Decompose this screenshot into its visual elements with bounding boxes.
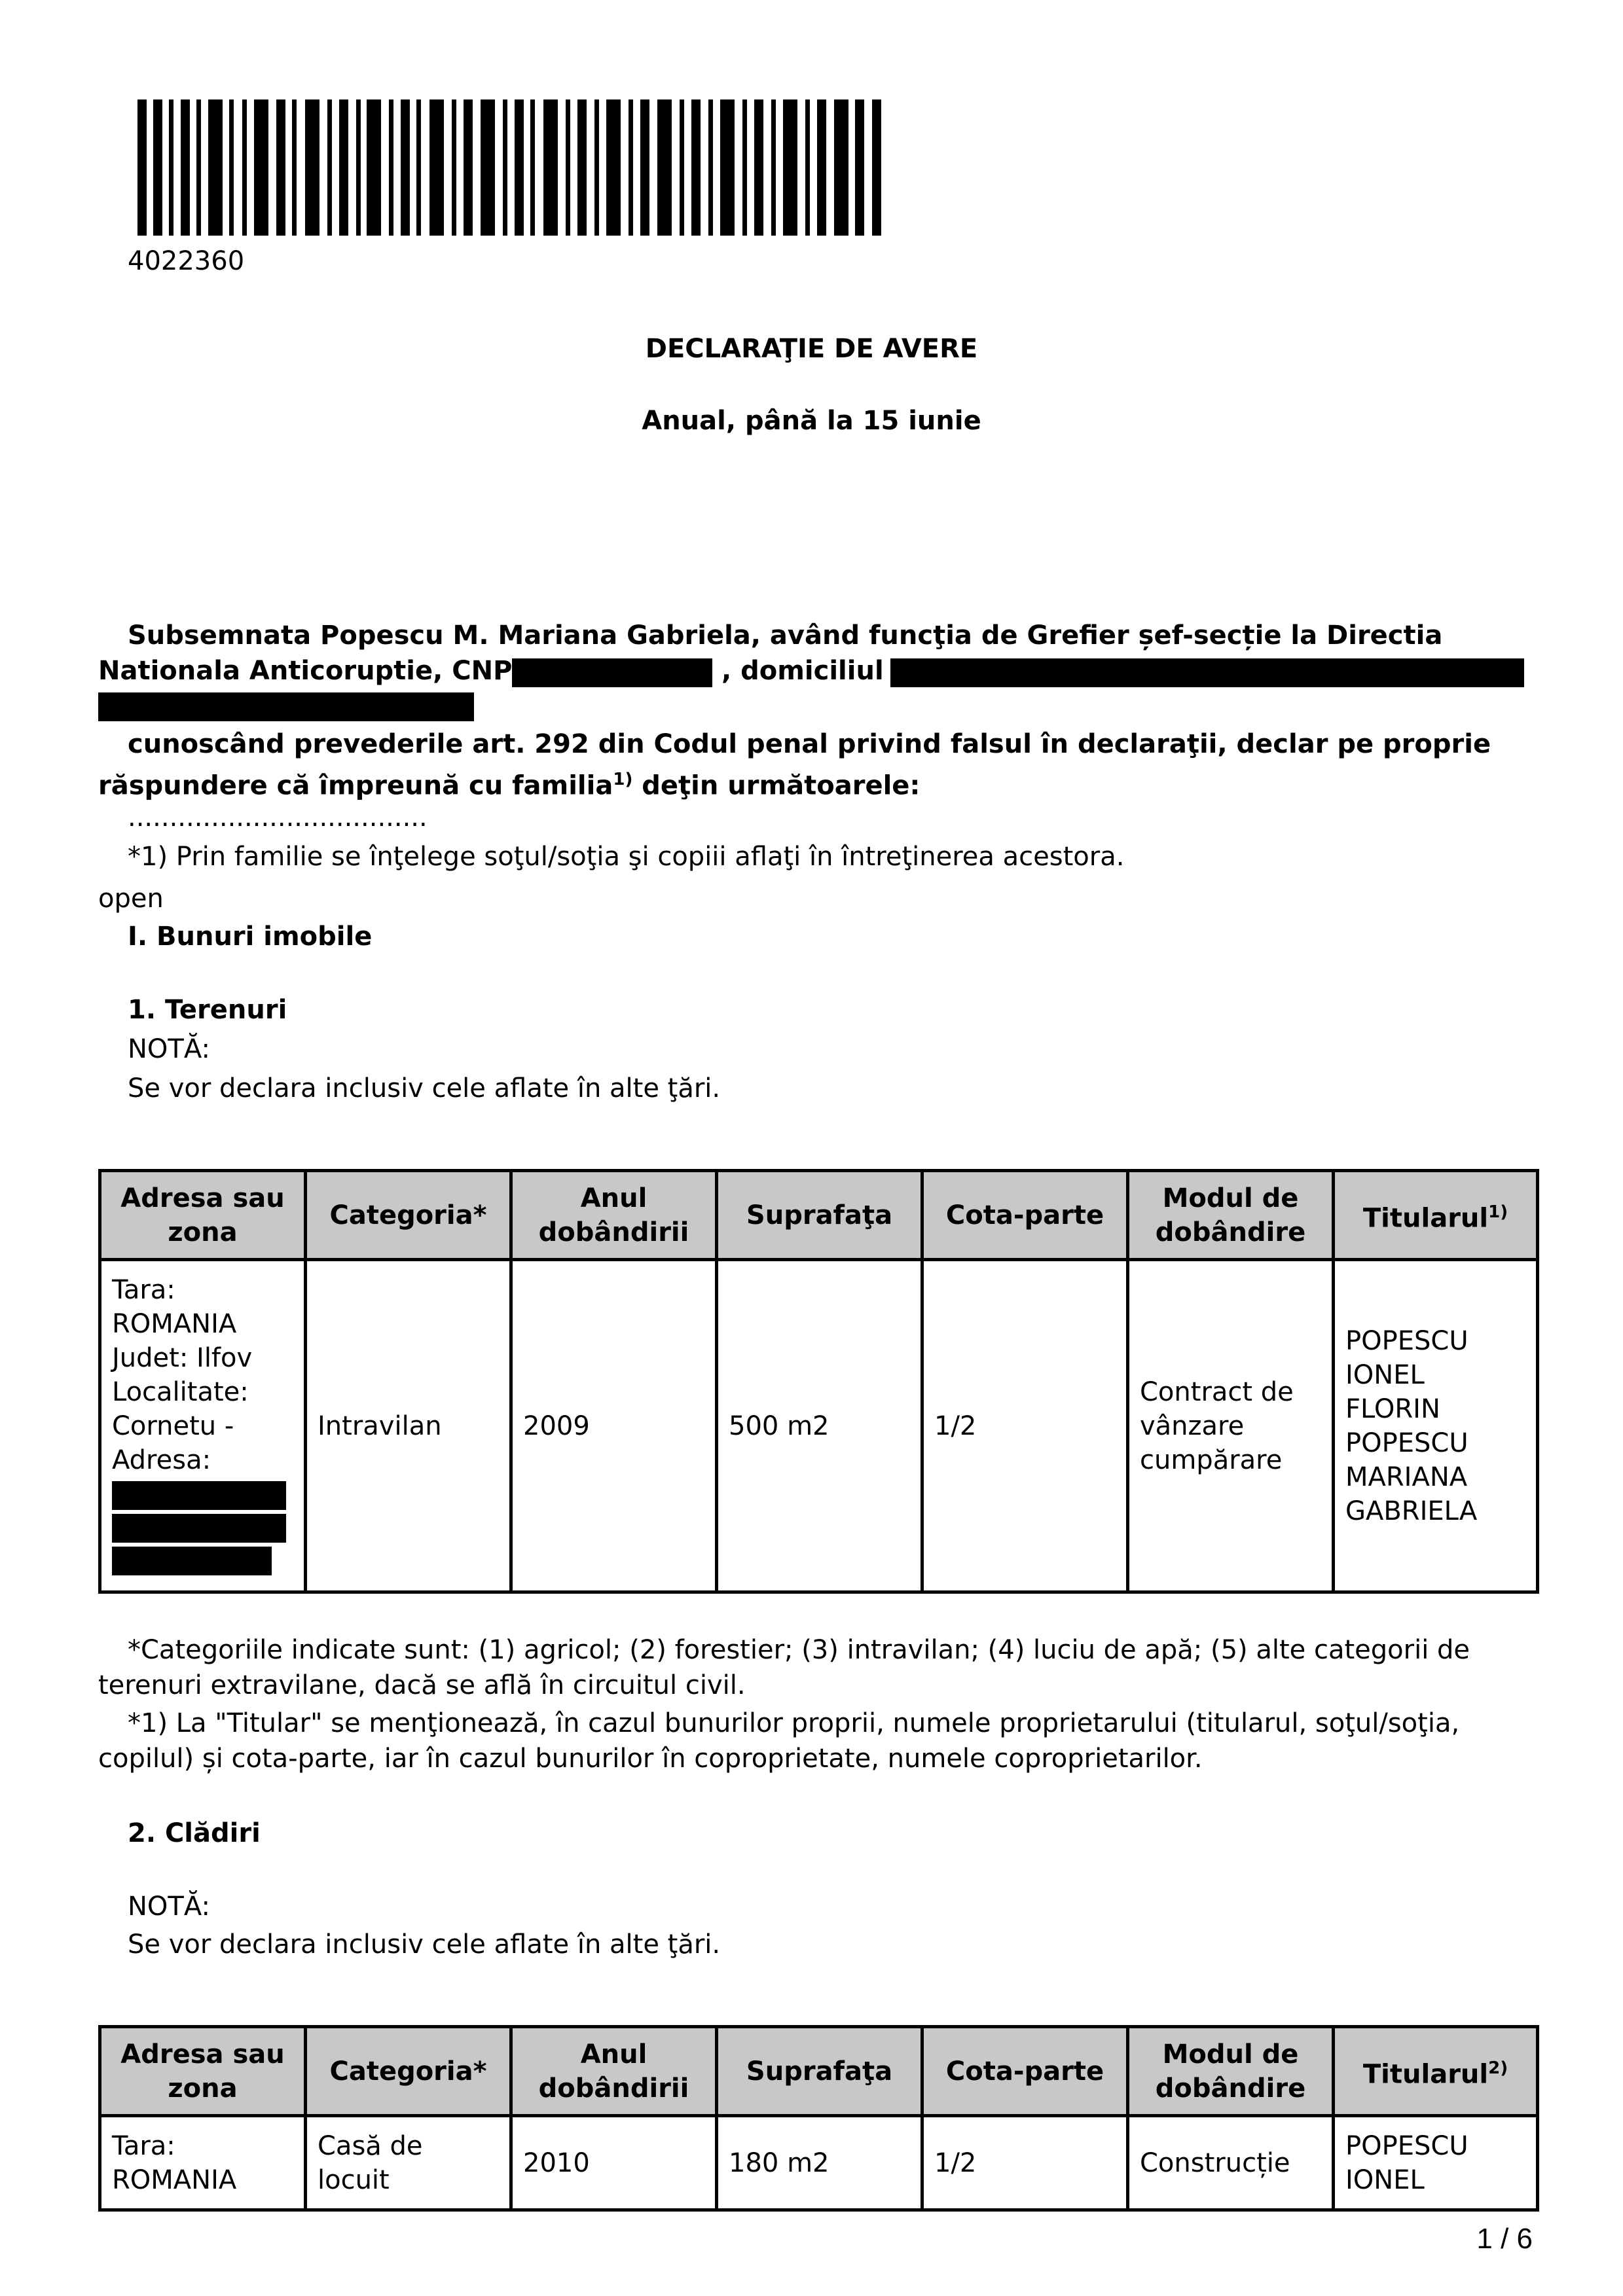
redacted-address	[890, 658, 1524, 687]
header-area: Suprafaţa	[717, 2027, 922, 2116]
redacted-land-address	[112, 1481, 286, 1510]
header-mode: Modul de dobândire	[1128, 1171, 1334, 1260]
header-category: Categoria*	[306, 2027, 511, 2116]
cladiri-table	[98, 2025, 1539, 2212]
document-title: DECLARAŢIE DE AVERE	[645, 334, 978, 364]
subsection-cladiri: 2. Clădiri	[128, 1818, 261, 1848]
page-number: 1 / 6	[1476, 2223, 1533, 2255]
intro-line-3: cunoscând prevederile art. 292 din Codul penal privind falsul în declaraţii, declar pe proprie	[128, 729, 1491, 759]
cell-holder: POPESCU IONEL FLORIN POPESCU MARIANA GABRIELA	[1334, 1260, 1538, 1592]
cell-mode: Contract de vânzare cumpărare	[1128, 1260, 1334, 1592]
cell-year: 2009	[511, 1260, 717, 1592]
redacted-land-address	[112, 1514, 286, 1543]
header-year: Anul dobândirii	[511, 2027, 717, 2116]
categories-note: *Categoriile indicate sunt: (1) agricol; (2) forestier; (3) intravilan; (4) luciu de apă; (5) alte categorii de	[128, 1635, 1470, 1665]
cell-year: 2010	[511, 2116, 717, 2210]
table-header-row	[100, 1171, 1538, 1260]
family-footnote: *1) Prin familie se înţelege soţul/soţia şi copiii aflaţi în întreţinerea acestora.	[128, 842, 1125, 872]
nota-text: Se vor declara inclusiv cele aflate în alte ţări.	[128, 1073, 721, 1103]
open-label: open	[98, 884, 164, 914]
nota-label: NOTĂ:	[128, 1034, 210, 1064]
redacted-land-address	[112, 1547, 272, 1575]
cell-address: Tara: ROMANIA	[100, 2116, 306, 2210]
header-category: Categoria*	[306, 1171, 511, 1260]
barcode-number: 4022360	[128, 246, 245, 276]
section-heading: I. Bunuri imobile	[128, 922, 373, 952]
categories-note-2: terenuri extravilane, dacă se află în circuitul civil.	[98, 1670, 746, 1700]
intro-line-2a: Nationala Anticoruptie, CNP	[98, 656, 513, 686]
header-address: Adresa sau zona	[100, 1171, 306, 1260]
cell-share: 1/2	[922, 2116, 1128, 2210]
cell-mode: Construcție	[1128, 2116, 1334, 2210]
cell-holder: POPESCU IONEL	[1334, 2116, 1538, 2210]
table-row	[100, 2116, 1538, 2210]
table-row	[100, 1260, 1538, 1592]
header-area: Suprafaţa	[717, 1171, 922, 1260]
header-address: Adresa sau zona	[100, 2027, 306, 2116]
redacted-address-continued	[98, 692, 474, 721]
cell-area: 180 m2	[717, 2116, 922, 2210]
header-share: Cota-parte	[922, 1171, 1128, 1260]
titular-note: *1) La "Titular" se menţionează, în cazul bunurilor proprii, numele proprietarului (titularul, soţul/soţia,	[128, 1708, 1460, 1738]
document-subtitle: Anual, până la 15 iunie	[642, 406, 981, 436]
header-holder: Titularul$^{2)}$	[1334, 2027, 1538, 2116]
table-header-row	[100, 2027, 1538, 2116]
intro-line-4: răspundere că împreună cu familia$^{1)}$ deţin următoarele:	[98, 770, 921, 801]
redacted-cnp	[512, 658, 712, 687]
intro-line-2b: , domiciliul	[721, 656, 884, 686]
intro-line-1: Subsemnata Popescu M. Mariana Gabriela, având funcţia de Grefier șef-secție la Directia	[128, 620, 1443, 651]
header-share: Cota-parte	[922, 2027, 1128, 2116]
header-holder: Titularul$^{1)}$	[1334, 1171, 1538, 1260]
nota-text-2: Se vor declara inclusiv cele aflate în alte ţări.	[128, 1929, 721, 1960]
subsection-terenuri: 1. Terenuri	[128, 995, 287, 1025]
titular-note-2: copilul) și cota-parte, iar în cazul bunurilor în coproprietate, numele coproprietarilor.	[98, 1744, 1203, 1774]
nota-label-2: NOTĂ:	[128, 1892, 210, 1922]
header-year: Anul dobândirii	[511, 1171, 717, 1260]
cell-share: 1/2	[922, 1260, 1128, 1592]
cell-category: Intravilan	[306, 1260, 511, 1592]
dotted-line: ....................................	[128, 802, 428, 833]
cell-address: Tara: ROMANIA Judet: Ilfov Localitate: Cornetu - Adresa:	[100, 1260, 306, 1592]
cell-area: 500 m2	[717, 1260, 922, 1592]
terenuri-table	[98, 1169, 1539, 1594]
cell-category: Casă de locuit	[306, 2116, 511, 2210]
header-mode: Modul de dobândire	[1128, 2027, 1334, 2116]
barcode	[137, 99, 881, 236]
